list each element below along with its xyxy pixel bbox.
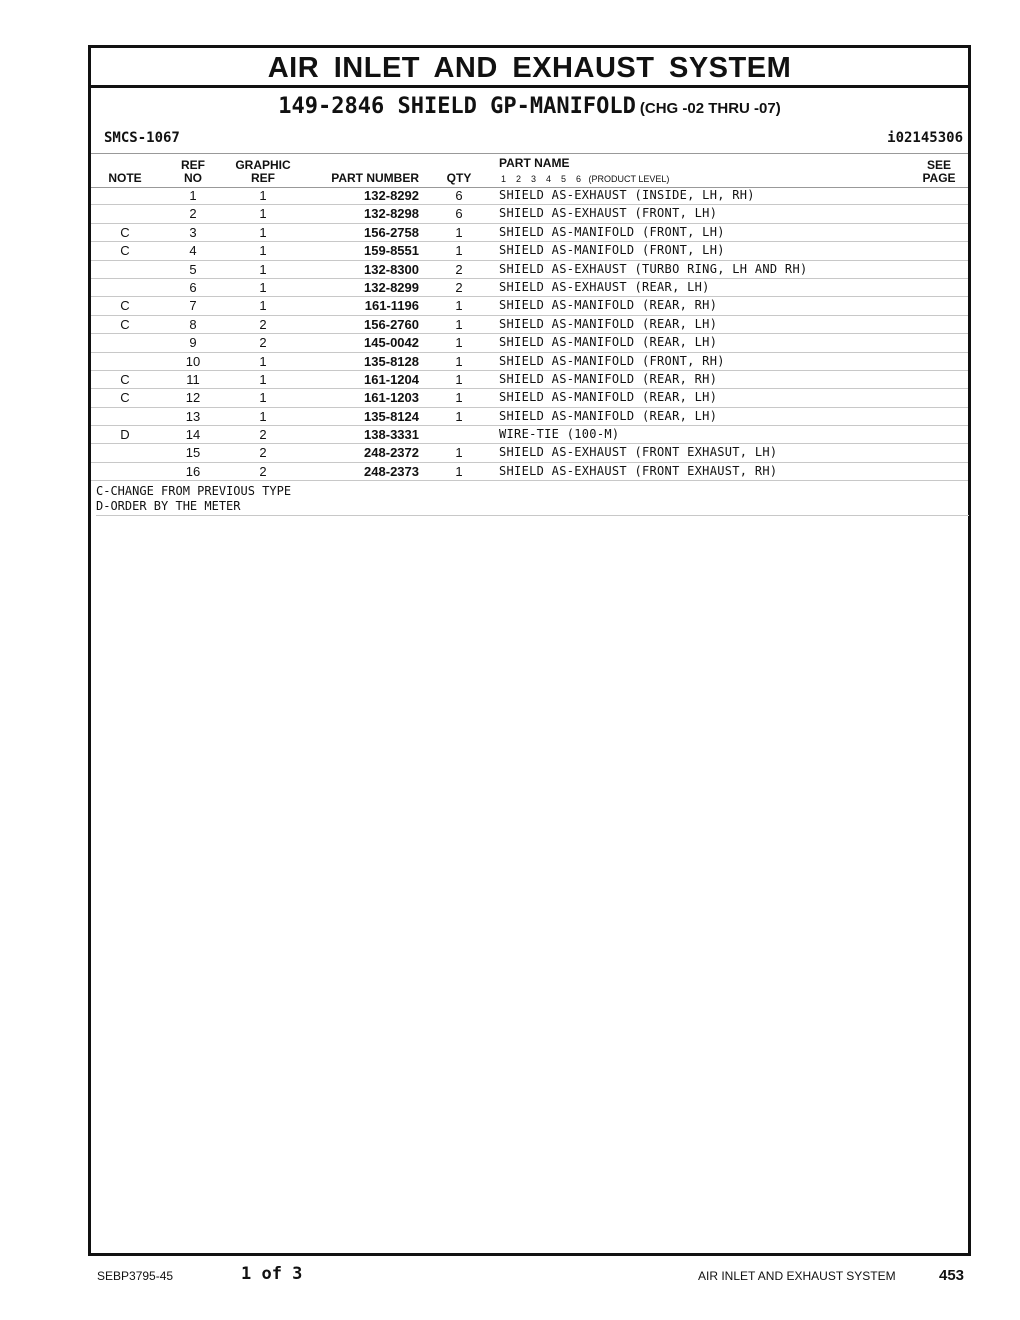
part-name-cell: SHIELD AS-MANIFOLD (REAR, LH) — [499, 335, 718, 350]
qty-cell: 1 — [455, 335, 463, 351]
note-cell: C — [120, 224, 130, 240]
graphic-ref-cell: 2 — [259, 463, 267, 479]
illustration-id: i02145306 — [887, 130, 963, 146]
graphic-ref-cell: 1 — [259, 279, 267, 295]
ref-no-cell: 5 — [189, 261, 197, 277]
note-line: C-CHANGE FROM PREVIOUS TYPE — [96, 484, 292, 498]
graphic-ref-cell: 1 — [259, 353, 267, 369]
ref-no-cell: 16 — [185, 463, 201, 479]
table-row — [91, 408, 968, 426]
part-number-cell: 156-2758 — [364, 224, 419, 240]
col-product-level: 1 2 3 4 5 6 (PRODUCT LEVEL) — [501, 174, 670, 184]
table-row — [91, 297, 968, 315]
table-row — [91, 187, 968, 205]
qty-cell: 1 — [455, 353, 463, 369]
part-number-cell: 145-0042 — [364, 335, 419, 351]
note-cell: C — [120, 243, 130, 259]
page-frame — [88, 45, 971, 1256]
ref-no-cell: 13 — [185, 408, 201, 424]
graphic-ref-cell: 1 — [259, 224, 267, 240]
note-cell: D — [120, 427, 130, 443]
page-footer — [0, 1262, 1020, 1286]
table-row — [91, 389, 968, 407]
part-name-cell: SHIELD AS-EXHAUST (FRONT EXHAUST, RH) — [499, 463, 778, 478]
part-name-cell: SHIELD AS-EXHAUST (FRONT, LH) — [499, 206, 718, 221]
part-number-cell: 132-8292 — [364, 188, 419, 203]
qty-cell: 1 — [455, 445, 463, 461]
table-row — [91, 426, 968, 444]
part-number-cell: 156-2760 — [364, 316, 419, 332]
table-row — [91, 444, 968, 462]
graphic-ref-cell: 2 — [259, 316, 267, 332]
table-row — [91, 353, 968, 371]
col-qty: QTY — [446, 171, 472, 185]
ref-no-cell: 12 — [185, 390, 201, 406]
qty-cell: 2 — [455, 261, 463, 277]
ref-no-cell: 15 — [185, 445, 201, 461]
ref-no-cell: 2 — [189, 206, 197, 222]
graphic-ref-cell: 1 — [259, 390, 267, 406]
qty-cell: 2 — [455, 279, 463, 295]
qty-cell: 1 — [455, 316, 463, 332]
graphic-ref-cell: 1 — [259, 261, 267, 277]
col-part-number: PART NUMBER — [331, 171, 419, 185]
part-name-cell: SHIELD AS-MANIFOLD (FRONT, LH) — [499, 224, 725, 239]
footer-doc-number: SEBP3795-45 — [97, 1269, 174, 1283]
group-heading — [91, 94, 968, 119]
page-title: AIR INLET AND EXHAUST SYSTEM — [91, 48, 968, 88]
part-name-cell: SHIELD AS-MANIFOLD (REAR, LH) — [499, 316, 718, 331]
graphic-ref-cell: 1 — [259, 188, 267, 203]
group-change-note: (CHG -02 THRU -07) — [639, 100, 781, 117]
part-name-cell: SHIELD AS-EXHAUST (INSIDE, LH, RH) — [499, 188, 755, 202]
part-number-cell: 248-2372 — [364, 445, 419, 461]
ref-no-cell: 11 — [186, 371, 200, 387]
table-header — [91, 153, 968, 188]
table-row — [91, 242, 968, 260]
table-row — [91, 205, 968, 223]
ref-no-cell: 3 — [189, 224, 197, 240]
col-see-bottom: PAGE — [922, 171, 956, 185]
part-name-cell: SHIELD AS-MANIFOLD (REAR, RH) — [499, 371, 718, 386]
note-cell: C — [120, 390, 130, 406]
qty-cell: 6 — [455, 206, 463, 222]
graphic-ref-cell: 2 — [259, 335, 267, 351]
ref-no-cell: 14 — [185, 427, 201, 443]
part-name-cell: SHIELD AS-EXHAUST (FRONT EXHASUT, LH) — [499, 445, 778, 460]
part-number-cell: 132-8300 — [364, 261, 419, 277]
part-name-cell: SHIELD AS-EXHAUST (TURBO RING, LH AND RH) — [499, 261, 808, 276]
qty-cell: 1 — [455, 463, 463, 479]
ref-no-cell: 10 — [185, 353, 201, 369]
table-row — [91, 334, 968, 352]
graphic-ref-cell: 2 — [259, 445, 267, 461]
part-name-cell: SHIELD AS-MANIFOLD (REAR, LH) — [499, 408, 718, 423]
part-number-cell: 132-8299 — [364, 279, 419, 295]
part-number-cell: 138-3331 — [364, 427, 419, 443]
ref-no-cell: 6 — [189, 279, 197, 295]
qty-cell: 1 — [455, 298, 463, 314]
col-see-top: SEE — [926, 158, 951, 172]
note-cell: C — [120, 371, 130, 387]
note-cell: C — [120, 298, 130, 314]
footer-section: AIR INLET AND EXHAUST SYSTEM — [698, 1269, 896, 1283]
part-number-cell: 159-8551 — [364, 243, 419, 259]
qty-cell: 6 — [455, 188, 463, 203]
col-ref-bottom: NO — [184, 171, 202, 185]
col-part-name: PART NAME — [499, 156, 570, 170]
ref-no-cell: 4 — [189, 243, 197, 259]
part-number-cell: 161-1196 — [364, 298, 419, 314]
col-note: NOTE — [108, 171, 142, 185]
smcs-code: SMCS-1067 — [104, 130, 180, 146]
notes-block — [96, 484, 969, 516]
part-number-cell: 135-8124 — [364, 408, 419, 424]
col-graphic-bottom: REF — [251, 171, 275, 185]
col-graphic-top: GRAPHIC — [235, 158, 291, 172]
footer-page-of: 1 of 3 — [241, 1264, 303, 1284]
graphic-ref-cell: 2 — [259, 427, 267, 443]
ref-no-cell: 7 — [189, 298, 197, 314]
graphic-ref-cell: 1 — [259, 298, 267, 314]
footer-page-number: 453 — [939, 1267, 965, 1284]
qty-cell: 1 — [455, 243, 463, 259]
part-number-cell: 161-1204 — [364, 371, 419, 387]
part-number-cell: 248-2373 — [364, 463, 419, 479]
graphic-ref-cell: 1 — [259, 206, 267, 222]
group-number-name: 149-2846 SHIELD GP-MANIFOLD — [278, 94, 636, 119]
graphic-ref-cell: 1 — [259, 371, 267, 387]
part-name-cell: SHIELD AS-EXHAUST (REAR, LH) — [499, 279, 710, 294]
qty-cell: 1 — [455, 371, 463, 387]
ref-no-cell: 9 — [189, 335, 197, 351]
parts-table — [91, 187, 968, 481]
note-line: D-ORDER BY THE METER — [96, 499, 241, 513]
table-row — [91, 316, 968, 334]
table-row — [91, 371, 968, 389]
part-name-cell: SHIELD AS-MANIFOLD (REAR, LH) — [499, 390, 718, 405]
part-number-cell: 132-8298 — [364, 206, 419, 222]
part-number-cell: 135-8128 — [364, 353, 419, 369]
graphic-ref-cell: 1 — [259, 243, 267, 259]
table-row — [91, 279, 968, 297]
part-name-cell: SHIELD AS-MANIFOLD (REAR, RH) — [499, 298, 718, 313]
qty-cell: 1 — [455, 224, 463, 240]
qty-cell: 1 — [455, 390, 463, 406]
part-number-cell: 161-1203 — [364, 390, 419, 406]
col-ref-top: REF — [181, 158, 205, 172]
part-name-cell: SHIELD AS-MANIFOLD (FRONT, RH) — [499, 353, 725, 368]
qty-cell: 1 — [455, 408, 463, 424]
ref-no-cell: 1 — [189, 188, 197, 203]
part-name-cell: WIRE-TIE (100-M) — [499, 427, 620, 442]
table-row — [91, 261, 968, 279]
table-row — [91, 463, 968, 481]
graphic-ref-cell: 1 — [259, 408, 267, 424]
table-row — [91, 224, 968, 242]
part-name-cell: SHIELD AS-MANIFOLD (FRONT, LH) — [499, 243, 725, 258]
note-cell: C — [120, 316, 130, 332]
ref-no-cell: 8 — [189, 316, 197, 332]
